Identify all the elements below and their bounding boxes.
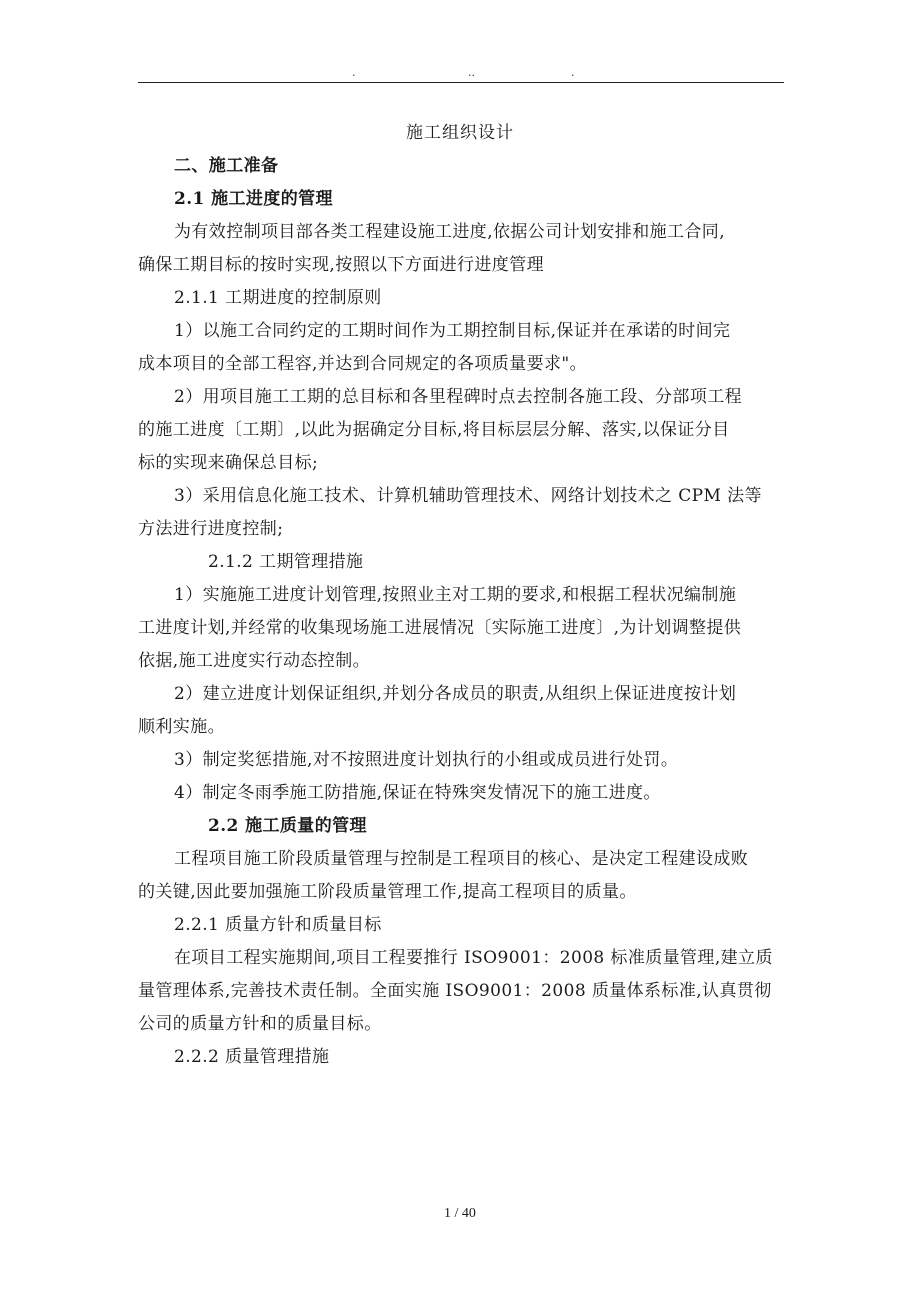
header-rule [138,82,784,83]
paragraph-line: 2）用项目施工工期的总目标和各里程碑时点去控制各施工段、分部项工程 [174,387,743,407]
paragraph-line: 工程项目施工阶段质量管理与控制是工程项目的核心、是决定工程建设成败 [174,849,749,869]
header-mark: . [571,66,575,79]
paragraph-line: 成本项目的全部工程容,并达到合同规定的各项质量要求"。 [138,354,588,374]
page-number: 1 / 40 [444,1206,476,1221]
subsection-heading-2-1-2: 2.1.2 工期管理措施 [208,552,364,572]
subsection-heading-2-2-1: 2.2.1 质量方针和质量目标 [174,915,382,935]
paragraph-line: 4）制定冬雨季施工防措施,保证在特殊突发情况下的施工进度。 [174,783,661,803]
paragraph-line: 方法进行进度控制; [138,519,284,539]
paragraph-line: 为有效控制项目部各类工程建设施工进度,依据公司计划安排和施工合同, [174,222,726,242]
paragraph-line: 1）实施施工进度计划管理,按照业主对工期的要求,和根据工程状况编制施 [174,585,737,605]
subsection-heading-2-1-1: 2.1.1 工期进度的控制原则 [174,288,382,308]
paragraph-line: 工进度计划,并经常的收集现场施工进展情况〔实际施工进度〕,为计划调整提供 [138,618,742,638]
paragraph-line: 依据,施工进度实行动态控制。 [138,651,371,671]
header-mark: . [352,66,356,79]
section-heading: 二、施工准备 [174,156,279,176]
paragraph-line: 3）制定奖惩措施,对不按照进度计划执行的小组或成员进行处罚。 [174,750,679,770]
page-header-marks [138,66,784,80]
paragraph-line: 顺利实施。 [138,717,225,737]
paragraph-line: 3）采用信息化施工技术、计算机辅助管理技术、网络计划技术之 CPM 法等 [174,486,762,506]
paragraph-line: 确保工期目标的按时实现,按照以下方面进行进度管理 [138,255,545,275]
paragraph-line: 2）建立进度计划保证组织,并划分各成员的职责,从组织上保证进度按计划 [174,684,737,704]
paragraph-line: 1）以施工合同约定的工期时间作为工期控制目标,保证并在承诺的时间完 [174,321,731,341]
document-title: 施工组织设计 [406,123,514,143]
header-mark: .. [468,66,475,79]
subsection-heading-2-2-2: 2.2.2 质量管理措施 [174,1047,330,1067]
paragraph-line: 的施工进度〔工期〕,以此为据确定分目标,将目标层层分解、落实,以保证分目 [138,420,730,440]
subsection-heading-2-2: 2.2 施工质量的管理 [208,816,367,836]
paragraph-line: 的关键,因此要加强施工阶段质量管理工作,提高工程项目的质量。 [138,882,637,902]
paragraph-line: 量管理体系,完善技术责任制。全面实施 ISO9001：2008 质量体系标准,认真贯彻 [138,981,772,1001]
subsection-heading-2-1: 2.1 施工进度的管理 [174,189,333,209]
paragraph-line: 公司的质量方针和的质量目标。 [138,1014,382,1034]
paragraph-line: 在项目工程实施期间,项目工程要推行 ISO9001：2008 标准质量管理,建立质 [174,948,773,968]
paragraph-line: 标的实现来确保总目标; [138,453,319,473]
document-body [138,150,784,1074]
